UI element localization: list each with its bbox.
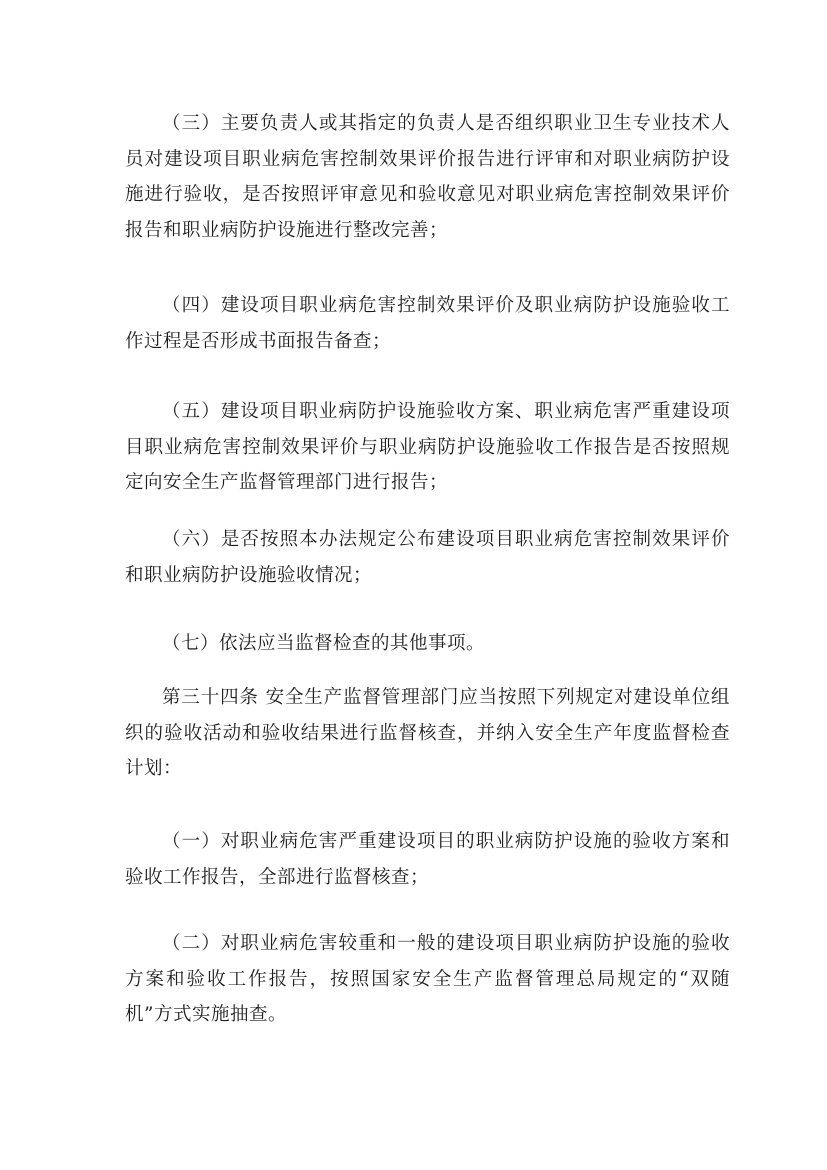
paragraph-item-6: （六）是否按照本办法规定公布建设项目职业病危害控制效果评价和职业病防护设施验收情况； — [125, 529, 730, 586]
article-34-paragraph: 第三十四条 安全生产监督管理部门应当按照下列规定对建设单位组织的验收活动和验收结果进行监督核查，并纳入安全生产年度监督检查计划： — [125, 687, 730, 779]
paragraph-item-7: （七）依法应当监督检查的其他事项。 — [162, 633, 486, 654]
paragraph-item-4: （四）建设项目职业病危害控制效果评价及职业病防护设施验收工作过程是否形成书面报告备查； — [125, 295, 730, 352]
article-34-item-1: （一）对职业病危害严重建设项目的职业病防护设施的验收方案和验收工作报告，全部进行监督核查； — [125, 831, 730, 888]
paragraph-item-5: （五）建设项目职业病防护设施验收方案、职业病危害严重建设项目职业病危害控制效果评价与职业病防护设施验收工作报告是否按照规定向安全生产监督管理部门进行报告； — [125, 401, 730, 493]
article-34-item-2: （二）对职业病危害较重和一般的建设项目职业病防护设施的验收方案和验收工作报告，按照国家安全生产监督管理总局规定的“双随机”方式实施抽查。 — [125, 933, 730, 1025]
paragraph-item-3: （三）主要负责人或其指定的负责人是否组织职业卫生专业技术人员对建设项目职业病危害控制效果评价报告进行评审和对职业病防护设施进行验收，是否按照评审意见和验收意见对职业病危害控制效果评价报告和职业病防护设施进行整改完善； — [125, 113, 730, 241]
